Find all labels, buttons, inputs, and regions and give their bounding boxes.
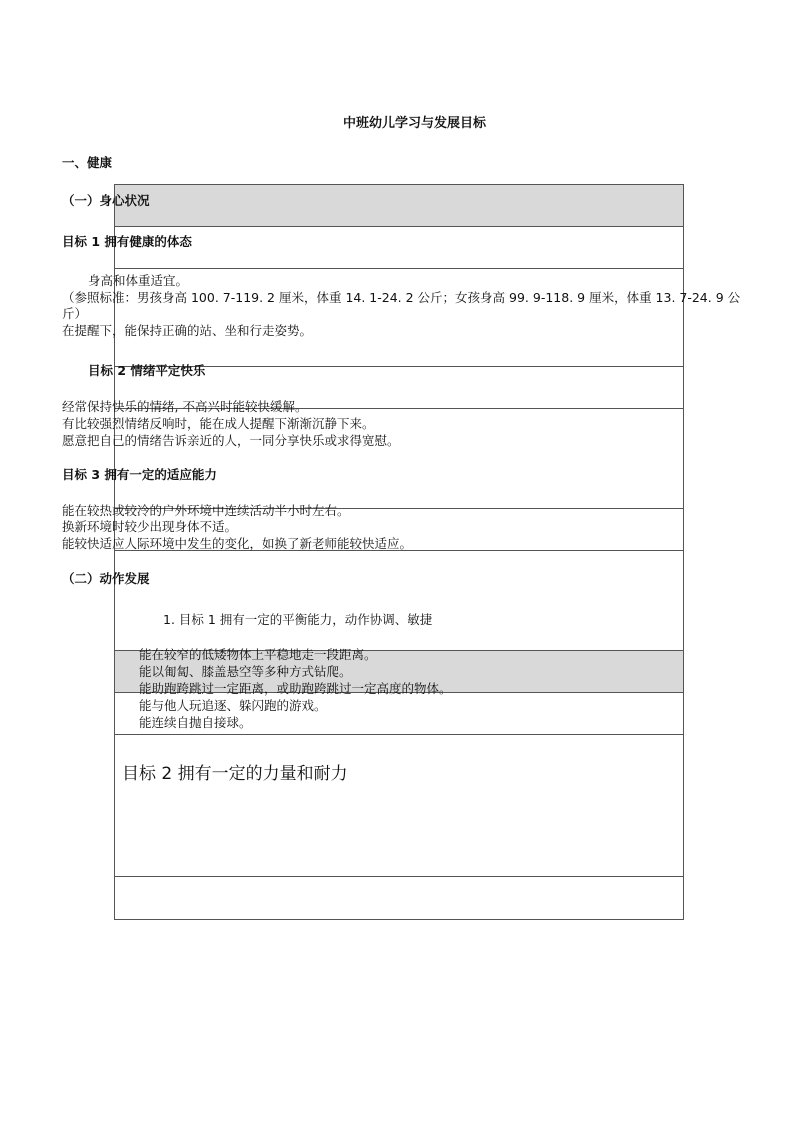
goal-item: 经常保持快乐的情绪, 不高兴时能较快缓解。 — [62, 399, 308, 414]
goal-item: （参照标准：男孩身高 100. 7-119. 2 厘米，体重 14. 1-24. 2 公斤；女孩身高 99. 9-118. 9 厘米，体重 13. 7-24. 9 公 — [62, 290, 741, 305]
goal-item: 能较快适应人际环境中发生的变化，如换了新老师能较快适应。 — [62, 536, 413, 551]
subsection-heading: （一）身心状况 — [62, 193, 150, 208]
goal-item: 换新环境时较少出现身体不适。 — [62, 519, 238, 534]
goal-item: 能连续自抛自接球。 — [139, 715, 252, 730]
goal-item: 能在较热或较冷的户外环境中连续活动半小时左右。 — [62, 503, 350, 518]
table-row-divider — [114, 268, 684, 269]
goal-heading: 目标 2 情绪平定快乐 — [88, 363, 206, 378]
section-heading-health: 一、健康 — [62, 155, 113, 170]
table-row-divider — [114, 226, 684, 227]
goal-heading-large: 目标 2 拥有一定的力量和耐力 — [122, 764, 348, 784]
goal-item: 斤） — [62, 306, 88, 321]
table-row-divider — [114, 734, 684, 735]
goal-item: 能以匍匐、膝盖悬空等多种方式钻爬。 — [139, 664, 352, 679]
goal-heading: 1. 目标 1 拥有一定的平衡能力，动作协调、敏捷 — [163, 612, 433, 627]
table-row-divider — [114, 876, 684, 877]
subsection-heading: （二）动作发展 — [62, 571, 150, 586]
goal-heading: 目标 1 拥有健康的体态 — [62, 234, 192, 249]
goal-item: 身高和体重适宜。 — [88, 273, 189, 288]
goal-item: 在提醒下，能保持正确的站、坐和行走姿势。 — [62, 323, 313, 338]
goal-item: 愿意把自己的情绪告诉亲近的人，一同分享快乐或求得宽慰。 — [62, 433, 400, 448]
goal-heading: 目标 3 拥有一定的适应能力 — [62, 467, 217, 482]
goal-item: 能助跑跨跳过一定距离，或助跑跨跳过一定高度的物体。 — [139, 681, 452, 696]
goal-item: 有比较强烈情绪反响时，能在成人提醒下渐渐沉静下来。 — [62, 416, 375, 431]
goal-item: 能与他人玩追逐、躲闪跑的游戏。 — [139, 698, 327, 713]
document-title: 中班幼儿学习与发展目标 — [343, 116, 487, 131]
goal-item: 能在较窄的低矮物体上平稳地走一段距离。 — [139, 647, 377, 662]
